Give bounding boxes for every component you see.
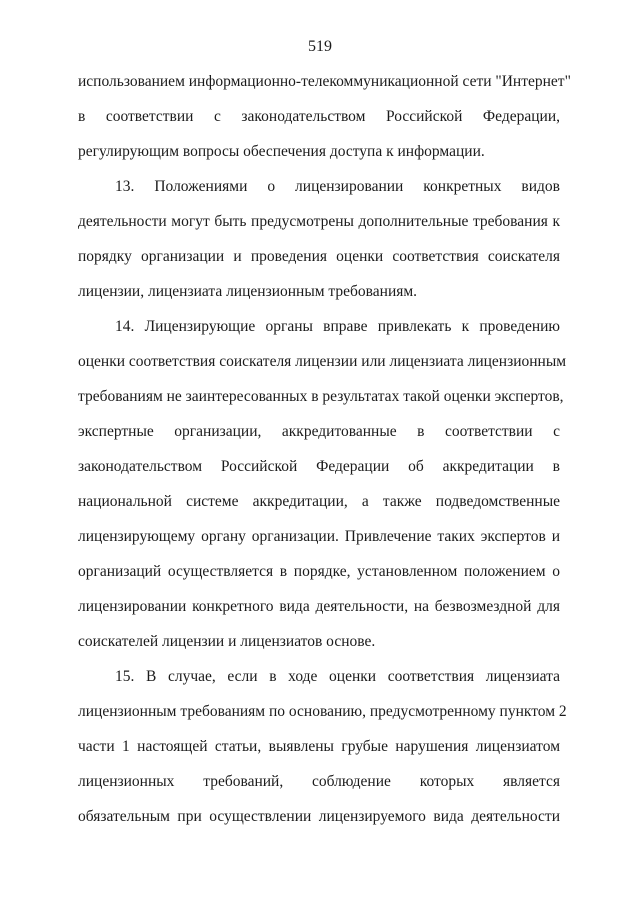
paragraph-15-first-line: 15. В случае, если в ходе оценки соответствия лицензиата (115, 668, 560, 685)
text-line: экспертные организации, аккредитованные в соответствии с (78, 423, 560, 440)
text-line: лицензирующему органу организации. Привлечение таких экспертов и (78, 528, 560, 545)
text-line: соискателей лицензии и лицензиатов основе. (78, 633, 376, 650)
text-line: обязательным при осуществлении лицензируемого вида деятельности (78, 808, 560, 825)
page-number: 519 (308, 38, 332, 55)
text-line: оценки соответствия соискателя лицензии или лицензиата лицензионным (78, 353, 567, 370)
document-body (78, 64, 571, 834)
text-line: в соответствии с законодательством Российской Федерации, (78, 108, 560, 125)
text-line: деятельности могут быть предусмотрены дополнительные требования к (78, 213, 560, 230)
text-line: порядку организации и проведения оценки соответствия соискателя (78, 248, 560, 265)
text-line: лицензионным требованиям по основанию, предусмотренному пунктом 2 (78, 703, 567, 720)
paragraph-14-first-line: 14. Лицензирующие органы вправе привлекать к проведению (115, 318, 560, 335)
text-line: требованиям не заинтересованных в результатах такой оценки экспертов, (78, 388, 564, 405)
text-line: регулирующим вопросы обеспечения доступа к информации. (78, 143, 485, 160)
text-line: использованием информационно-телекоммуникационной сети "Интернет" (78, 73, 571, 90)
text-line: национальной системе аккредитации, а также подведомственные (78, 493, 560, 510)
text-line: лицензировании конкретного вида деятельности, на безвозмездной для (78, 598, 560, 615)
text-line: части 1 настоящей статьи, выявлены грубые нарушения лицензиатом (78, 738, 560, 755)
text-line: организаций осуществляется в порядке, установленном положением о (78, 563, 560, 580)
text-line: лицензионных требований, соблюдение которых является (78, 773, 560, 790)
paragraph-13-first-line: 13. Положениями о лицензировании конкретных видов (115, 178, 560, 195)
text-line: законодательством Российской Федерации об аккредитации в (78, 458, 560, 475)
text-line: лицензии, лицензиата лицензионным требованиям. (78, 283, 418, 300)
